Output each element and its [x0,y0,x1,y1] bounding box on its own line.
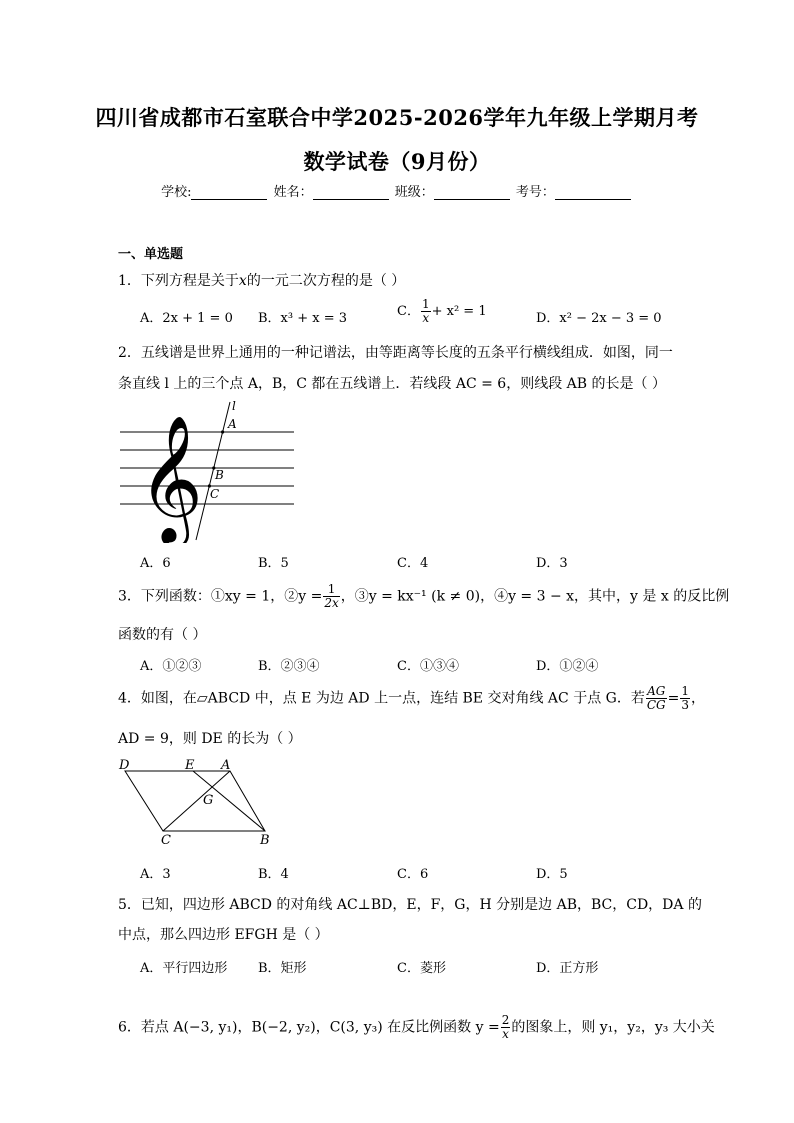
q3-option-d[interactable]: D．①②④ [536,659,599,674]
q1-option-c-label: C． [397,304,420,319]
label-b: B [260,833,270,848]
label-e: E [185,758,195,773]
q1-stem [118,270,405,290]
treble-clef-icon: 𝄞 [138,414,204,542]
school-label: 学校: [161,185,192,200]
q3-stem-a: 3．下列函数：①xy = 1，②y = [118,588,323,605]
label-a: A [228,417,237,431]
label-d: D [119,758,130,773]
q1-option-a[interactable]: A．2x + 1 = 0 [140,311,233,326]
section-heading: 一、单选题 [118,247,184,262]
q1-option-c-fraction [421,298,431,325]
q4-option-a[interactable]: A．3 [140,867,171,882]
q2-option-c[interactable]: C．4 [397,556,429,571]
q3-numerator: 1 [323,583,339,597]
q3-fraction [323,583,339,610]
label-a: A [221,758,231,773]
q1-option-d[interactable]: D．x² − 2x − 3 = 0 [536,311,662,326]
q4-comma: ， [691,690,705,707]
name-label: 姓名： [273,185,313,200]
q3-stem-b: ，③y = kx⁻¹ (k ≠ 0)，④y = 3 − x，其中，y 是 x 的反比例 [340,588,730,605]
class-blank[interactable] [434,187,510,200]
q5-line-1: 5．已知，四边形 ABCD 的对角线 AC⊥BD，E，F，G，H 分别是边 AB，BC，CD，DA 的 [118,897,702,913]
label-l: l [232,399,236,413]
q4-value-numerator: 1 [681,684,689,698]
exam-no-blank[interactable] [555,187,631,200]
q6-fraction [501,1014,511,1041]
q4-stem-a: 4．如图，在▱ABCD 中，点 E 为边 AD 上一点，连结 BE 交对角线 AC 于点 G．若 [118,690,645,707]
q4-ratio-denominator: CG [646,698,666,712]
school-blank[interactable] [191,187,267,200]
q2-option-b[interactable]: B．5 [258,556,289,571]
q1-c-denominator: x [422,311,430,325]
student-info-row [0,181,794,200]
q6-stem [118,1014,715,1041]
q6-denominator: x [502,1027,509,1041]
staff-figure [118,398,298,543]
title-line-1: 四川省成都市石室联合中学2025-2026学年九年级上学期月考 [95,105,699,130]
q3-stem [118,583,729,610]
q5-option-c[interactable]: C．菱形 [397,961,446,976]
q3-option-b[interactable]: B．②③④ [258,659,320,674]
q4-value-fraction [680,685,690,712]
exam-no-label: 考号： [515,185,555,200]
q1-stem-var: x [238,273,247,289]
q2-line-1: 2．五线谱是世界上通用的一种记谱法，由等距离等长度的五条平行横线组成．如图，同一 [118,345,673,361]
q3-line-2: 函数的有（ ） [118,627,207,643]
q1-option-c[interactable] [397,298,487,325]
q2-option-a[interactable]: A．6 [140,556,171,571]
q4-equals: = [667,690,680,707]
parallelogram-abcd [125,771,265,831]
point-a-dot [221,430,224,433]
q4-ratio-fraction [646,685,667,712]
q1-stem-a: 1．下列方程是关于 [118,273,239,289]
q4-option-d[interactable]: D．5 [536,867,568,882]
q1-c-numerator: 1 [421,297,430,311]
name-blank[interactable] [313,187,389,200]
q4-stem [118,685,705,712]
title-line-2: 数学试卷（9月份） [303,149,491,174]
q4-option-c[interactable]: C．6 [397,867,429,882]
q5-line-2: 中点，那么四边形 EFGH 是（ ） [118,927,329,943]
q4-value-denominator: 3 [681,698,689,712]
label-c: C [210,487,220,501]
class-label: 班级： [394,185,434,200]
label-g: G [203,793,214,808]
q6-numerator: 2 [501,1013,510,1027]
q5-option-b[interactable]: B．矩形 [258,961,307,976]
q6-stem-b: 的图象上，则 y₁，y₂，y₃ 大小关 [511,1019,715,1036]
q3-option-a[interactable]: A．①②③ [140,659,202,674]
label-c: C [161,833,171,848]
q1-stem-b: 的一元二次方程的是（ ） [246,273,406,289]
q2-option-d[interactable]: D．3 [536,556,568,571]
q3-option-c[interactable]: C．①③④ [397,659,459,674]
q5-option-d[interactable]: D．正方形 [536,961,599,976]
q1-option-b[interactable]: B．x³ + x = 3 [258,311,348,326]
q4-ratio-numerator: AG [647,684,666,698]
q2-line-2: 条直线 l 上的三个点 A，B，C 都在五线谱上．若线段 AC = 6，则线段 AB 的长是（ ） [118,376,666,392]
q4-line-2: AD = 9，则 DE 的长为（ ） [118,731,302,747]
parallelogram-figure [115,756,275,848]
label-b: B [215,468,224,482]
q3-denominator: 2x [324,596,339,610]
diagonal-ac [163,771,230,831]
q1-option-c-rest: + x² = 1 [431,304,487,319]
q6-stem-a: 6．若点 A(−3, y₁)，B(−2, y₂)，C(3, y₃) 在反比例函数 y = [118,1019,500,1036]
q5-option-a[interactable]: A．平行四边形 [140,961,228,976]
q4-option-b[interactable]: B．4 [258,867,289,882]
